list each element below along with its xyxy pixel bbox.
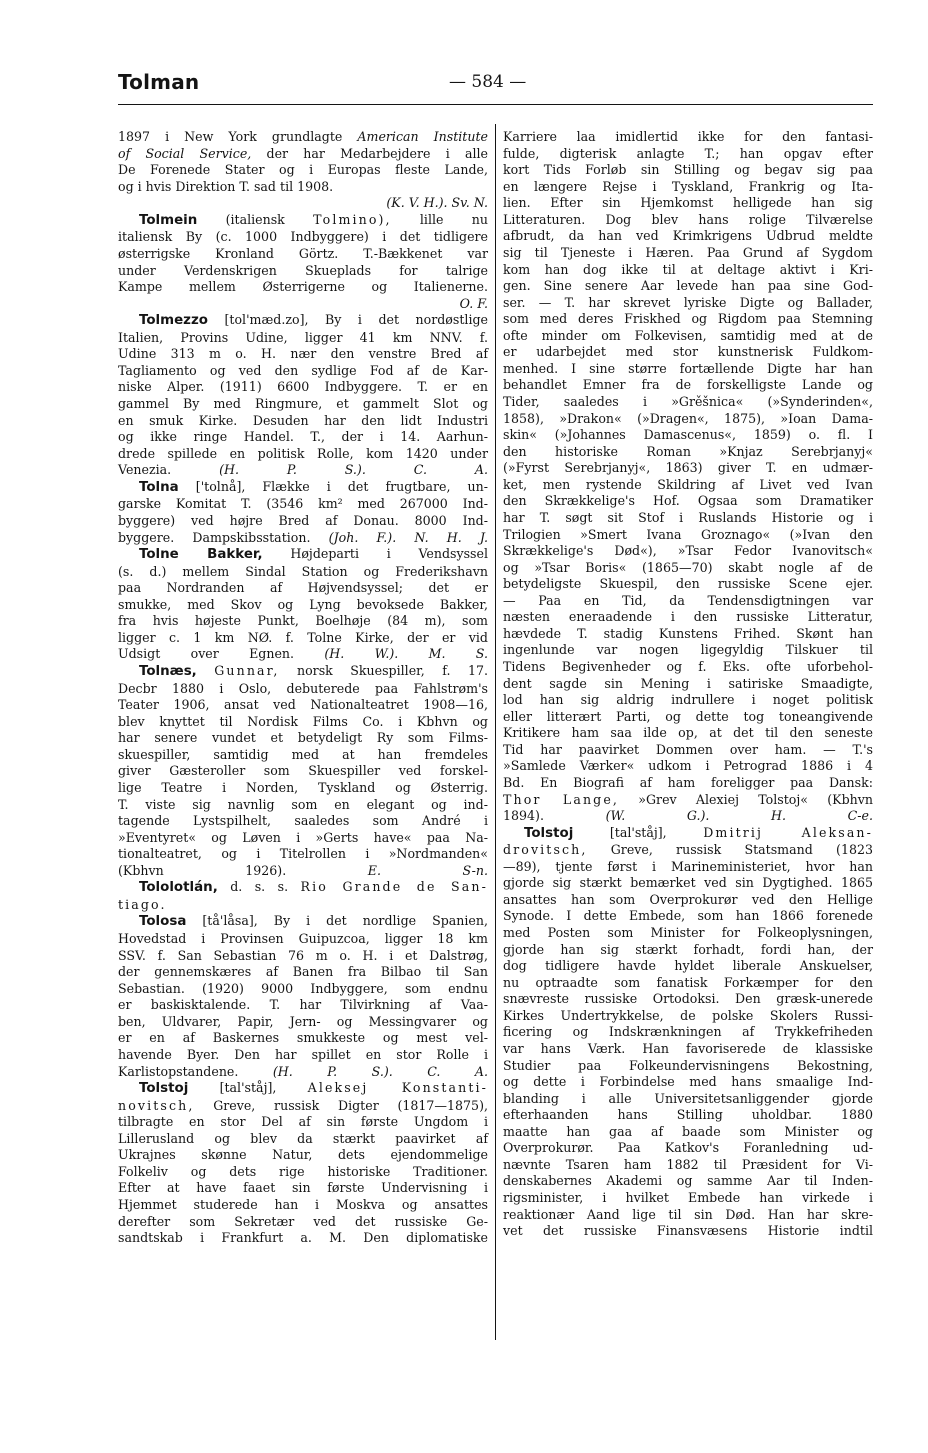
entry-tolne-bakker: Tolne Bakker, Højdeparti i Vendsyssel [139,546,488,563]
line: ligger c. 1 km NØ. f. Tolne Kirke, der er vid [118,629,488,645]
line: Teater 1906, ansat ved Nationalteatret 1908—16, [118,697,488,713]
line: har senere vundet et betydeligt Ry som Films- [118,730,488,746]
line: Bd. En Biografi af ham foreligger paa Dansk: [503,774,873,790]
line: menhed. I sine større fortællende Digte har han [503,360,873,376]
line: garske Komitat T. (3546 km² med 267000 Ind- [118,496,488,512]
line: gammel By med Ringmure, et gammelt Slot og [118,396,488,411]
line: hævdede T. stadig Kunstens Frihed. Skønt han [503,625,873,641]
line: 1897 i New York grundlagte American Institute [118,129,488,144]
line: Hjemmet studerede han i Moskva og ansattes [118,1197,488,1212]
line: lod han sig aldrig indrullere i noget politisk [503,692,873,708]
line: nævnte Tsaren ham 1882 til Præsident for Vi- [503,1156,873,1172]
line: ofte minder om Folkevisen, samtidig med at de [503,327,873,343]
line: 1858), »Drakon« (»Dragen«, 1875), »Ioan Dama- [503,410,873,426]
headword: Tolna [139,479,179,495]
page-number: — 584 — [449,72,527,92]
line: Trilogien »Smert Ivana Groznago« (»Ivan den [503,526,873,542]
line: efterhaanden hans Stilling uholdbar. 1880 [503,1107,873,1123]
entry-tolmein: Tolmein (italiensk Tolmino), lille nu [139,211,488,228]
line: fulde, digterisk anlagte T.; han opgav efter [503,145,873,161]
line: dog tidligere havde hyldet liberale Anskuelser, [503,958,873,974]
line: er udarbejdet med stor kunstnerisk Fuldkom- [503,344,873,360]
entry-tolnaes: Tolnæs, Gunnar, norsk Skuespiller, f. 17. [139,663,488,679]
line: — Paa en Tid, da Tendensdigtningen var [503,592,873,608]
line: denskabernes Akademi og samme Aar til Inden- [503,1173,873,1189]
line: Venezia. (H. P. S.). C. A. [118,462,488,478]
line: er baskisktalende. T. har Tilvirkning af Vaa- [118,997,488,1013]
line: byggere) ved højre Bred af Donau. 8000 Ind- [118,512,488,528]
headword: Tolne Bakker, [139,547,263,563]
line: ingenlunde var nogen ligegyldig Tilskuer til [503,642,873,658]
entry-tolmezzo: Tolmezzo [tol'mæd.zo], By i det nordøstlige [139,312,488,329]
line: havende Byer. Den har spillet en stor Rolle i [118,1046,488,1062]
entry-tololotlan: Tololotlán, d. s. s. Rio Grande de San- [139,879,488,896]
line: T. viste sig navnlig som en elegant og ind- [118,796,488,812]
line: snævreste russiske Ortodoksi. Den græsk-unerede [503,991,873,1007]
left-column [118,129,488,1247]
line: (»Fyrst Serebrjanyj«, 1863) giver T. en udmær- [503,460,873,476]
line: har T. søgt sit Stof i Ruslands Historie og i [503,509,873,525]
signature: (Joh. F.). N. H. J. [328,529,488,545]
line: ansattes han som Overprokurør ved den Hellige [503,891,873,907]
line: ficering og Indskrænkningen af Trykkefriheden [503,1024,873,1040]
line: og i hvis Direktion T. sad til 1908. [118,178,334,194]
line: tagende Lystspilhelt, saaledes som André i [118,813,488,829]
line: Efter at have faaet sin første Undervisning i [118,1180,488,1196]
line: drovitsch, Greve, russisk Statsmand (1823 [503,842,873,858]
line: under Verdenskrigen Skueplads for talrige [118,262,488,278]
line: Italien, Provins Udine, ligger 41 km NNV. f. [118,329,488,345]
line: næsten eneraadende i den russiske Litteratur, [503,609,873,625]
line: Tider, saaledes i »Grěšnica« (»Synderinden«, [503,394,873,409]
line: Ukrajnes skønne Natur, dets ejendommelige [118,1147,488,1163]
headword: Tolmezzo [139,313,208,329]
line: —89), tjente først i Marineministeriet, hvor han [503,858,873,874]
line: italiensk By (c. 1000 Indbyggere) i det tidligere [118,229,488,245]
line: afbrudt, da han ved Krimkrigens Udbrud meldte [503,228,873,244]
line: 1894). (W. G.). H. C-e. [503,808,873,824]
line: Skrækkelige's Død«), »Tsar Fedor Ivanovitsch« [503,543,873,559]
line: betydeligste Skuespil, den russiske Scene ejer. [503,576,873,592]
line: Folkeliv og dets rige historiske Traditioner. [118,1163,488,1179]
line: blanding i alle Universitetsanliggender gjorde [503,1090,873,1106]
line: gen. Sine senere Aar levede han paa sine God- [503,278,873,294]
line: sig til Tjeneste i Hæren. Paa Grund af Sygdom [503,244,873,260]
line: Litteraturen. Dog blev hans rolige Tilværelse [503,211,873,227]
line: Hovedstad i Provinsen Guipuzcoa, ligger 18 km [118,931,488,946]
line: der gennemskæres af Banen fra Bilbao til San [118,964,488,980]
entry-tolosa: Tolosa [tå'låsa], By i det nordlige Spanien, [139,913,488,930]
headword: Tolnæs, [139,664,197,679]
line: Tagliamento og ved den sydlige Fod af de Kar- [118,362,488,378]
line: kom han dog ikke til at deltage aktivt i Kri- [503,261,873,277]
line: »Samlede Værker« udkom i Petrograd 1886 i 4 [503,758,873,774]
line: gjorde sig stærkt bemærket ved sin Dygtighed. 1865 [503,875,873,891]
right-column [503,129,873,1240]
line: en smuk Kirke. Desuden har den lidt Industri [118,412,488,428]
line: Karriere laa imidlertid ikke for den fantasi- [503,129,873,144]
line: tiago. [118,896,167,912]
line: kort Tids Forløb sin Stilling og begav sig paa [503,162,873,178]
line: drede spillede en politisk Rolle, kom 1420 under [118,445,488,461]
line: var hans Værk. Han favoriserede de klassiske [503,1040,873,1056]
line: Synode. I dette Embede, som han 1866 forenede [503,908,873,924]
line: tilbragte en stor Del af sin første Ungdom i [118,1114,488,1130]
line: niske Alper. (1911) 6600 Indbyggere. T. er en [118,379,488,395]
line: tionalteatret, og i Titelrollen i »Nordmanden« [118,846,488,862]
line: Overprokurør. Paa Katkov's Foranledning ud- [503,1140,873,1156]
signature: (W. G.). H. C-e. [605,808,873,824]
line: dent sagde sin Mening i satiriske Smaadigte, [503,675,873,691]
line: nu optraadte som fanatisk Forkæmper for den [503,974,873,990]
line: og »Tsar Boris« (1865—70) skabt nogle af de [503,559,873,575]
page-header [118,70,873,98]
signature: E. S-n. [367,862,488,878]
line: smukke, med Skov og Lyng bevoksede Bakker, [118,596,488,612]
line: reaktionær Aand lige til sin Død. Han har skre- [503,1206,873,1222]
line: en længere Rejse i Tyskland, Frankrig og Ita- [503,178,873,194]
line: Studier paa Folkeundervisningens Bekostning, [503,1057,873,1073]
header-rule [118,104,873,105]
line: paa Nordranden af Højvendsyssel; det er [118,580,488,596]
signature: (H. P. S.). C. A. [272,1063,488,1079]
line: (s. d.) mellem Sindal Station og Frederikshavn [118,563,488,579]
headword: Tololotlán, [139,880,218,896]
line: behandlet Emner fra de forskelligste Lande og [503,377,873,393]
line: lien. Efter sin Hjemkomst helligede han sig [503,195,873,211]
line: novitsch, Greve, russisk Digter (1817—1875), [118,1097,488,1113]
line: of Social Service, der har Medarbejdere i alle [118,145,488,161]
line: skuespiller, samtidig med at han fremdeles [118,746,488,762]
line: lige Teatre i Norden, Tyskland og Østerrig. [118,779,488,795]
line: Karlistopstandene. (H. P. S.). C. A. [118,1063,488,1079]
line: (Kbhvn 1926). E. S-n. [118,862,488,878]
line: SSV. f. San Sebastian 76 m o. H. i et Dalstrøg, [118,947,488,963]
line: giver Gæsteroller som Skuespiller ved forskel- [118,763,488,779]
line: Udsigt over Egnen. (H. W.). M. S. [118,646,488,662]
column-divider [495,124,496,1340]
line: Sebastian. (1920) 9000 Indbyggere, som endnu [118,980,488,996]
line: fra hvis højeste Punkt, Boelhøje (84 m), som [118,613,488,629]
headword: Tolosa [139,914,187,930]
line: skin« (»Johannes Damascenus«, 1859) o. fl. I [503,427,873,443]
line: den historiske Roman »Knjaz Serebrjanyj« [503,443,873,459]
line: ben, Uldvarer, Papir, Jern- og Messingvarer og [118,1013,488,1029]
line: derefter som Sekretær ved det russiske Ge- [118,1213,488,1229]
line: gjorde han sig stærkt forhadt, fordi han, der [503,941,873,957]
headword: Tolmein [139,212,198,228]
line: med Posten som Minister for Folkeoplysningen, [503,925,873,940]
line: Kritikere ham saa ilde op, at det til den seneste [503,725,873,741]
line: østerrigske Kronland Görtz. T.-Bækkenet var [118,245,488,261]
line: Decbr 1880 i Oslo, debuterede paa Fahlstrøm's [118,680,488,696]
signature: (K. V. H.). Sv. N. [386,195,488,211]
line: byggere. Dampskibsstation. (Joh. F.). N. H. J. [118,529,488,545]
line: »Eventyret« og Løven i »Gerts have« paa Na- [118,829,488,845]
line: rigsminister, i hvilket Embede han virkede i [503,1190,873,1205]
entry-tolstoj-aleksej: Tolstoj [tal'ståj], Aleksej Konstanti- [139,1080,488,1097]
headword: Tolstoj [139,1081,189,1097]
entry-tolstoj-dmitrij: Tolstoj [tal'ståj], Dmitrij Aleksan- [524,824,873,841]
signature: (H. P. S.). C. A. [219,462,488,478]
line: Tidens Begivenheder og f. Eks. ofte uforbehol- [503,659,873,674]
line: er en af Baskernes smukkeste og mest vel- [118,1030,488,1046]
entry-tolna: Tolna ['tolnå], Flække i det frugtbare, un- [139,478,488,495]
line: eller litterært Parti, og dette tog toneangivende [503,708,873,724]
line: Tid har paavirket Dommen over ham. — T.'s [503,741,873,757]
line: Thor Lange, »Grev Alexiej Tolstoj« (Kbhvn [503,791,873,807]
signature: O. F. [459,295,488,311]
line: ket, men rystende Skildring af Livet ved Ivan [503,476,873,492]
line: blev knyttet til Nordisk Films Co. i Kbhvn og [118,713,488,729]
line: maatte han gaa af baade som Minister og [503,1123,873,1139]
line: og ikke ringe Handel. T., der i 14. Aarhun- [118,429,488,445]
line: som med deres Friskhed og Rigdom paa Stemning [503,311,873,327]
line: Lillerusland og blev da stærkt paavirket af [118,1130,488,1146]
line: sandtskab i Frankfurt a. M. Den diplomatiske [118,1230,488,1246]
line: og dette i Forbindelse med hans smaalige Ind- [503,1074,873,1090]
line: vet det russiske Finansvæsens Historie indtil [503,1223,873,1239]
line: Udine 313 m o. H. nær den venstre Bred af [118,346,488,362]
line: den Skrækkelige's Hof. Ogsaa som Dramatiker [503,493,873,509]
line: De Forenede Stater og i Europas fleste Lande, [118,162,488,178]
line: Kirkes Undertrykkelse, de polske Skolers Russi- [503,1007,873,1023]
headword: Tolstoj [524,825,574,841]
header-word: Tolman [118,70,200,94]
signature: (H. W.). M. S. [324,646,488,662]
line: Kampe mellem Østerrigerne og Italienerne. [118,279,488,295]
line: ser. — T. har skrevet lyriske Digte og Ballader, [503,294,873,310]
